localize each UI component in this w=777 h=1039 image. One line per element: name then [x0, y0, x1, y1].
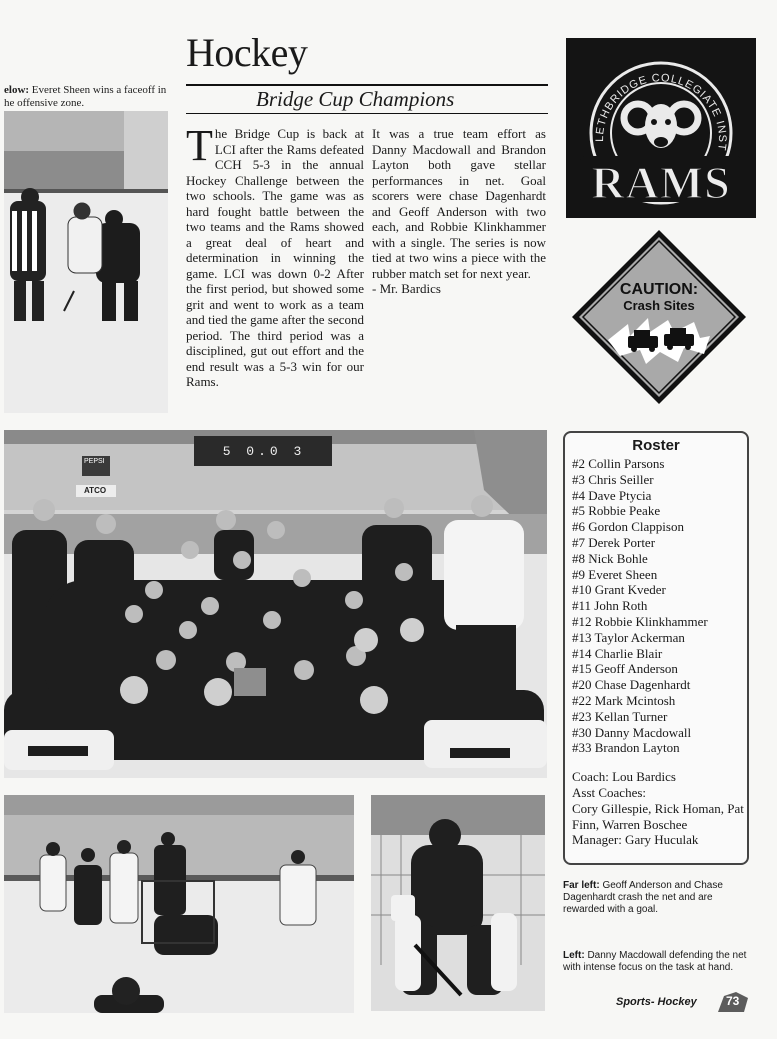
roster-item: #8 Nick Bohle [572, 550, 648, 566]
roster-panel [563, 431, 749, 865]
article-column-2 [372, 126, 546, 297]
roster-item: #20 Chase Dagenhardt [572, 677, 691, 693]
caution-line2: Crash Sites [623, 298, 695, 313]
asst-coaches-names: Cory Gillespie, Rick Homan, Pat Finn, Warren Boschee [572, 800, 744, 832]
page-number-badge [714, 990, 750, 1014]
rams-logo [566, 38, 756, 218]
roster-item: #6 Gordon Clappison [572, 519, 684, 535]
caution-line1: CAUTION: [619, 281, 699, 298]
roster-item: #3 Chris Seiller [572, 471, 654, 487]
roster-list [565, 456, 747, 756]
page-number: 73 [726, 994, 740, 1008]
subtitle-rule [186, 113, 548, 114]
roster-item: #33 Brandon Layton [572, 740, 680, 756]
article-column-1 [186, 121, 364, 390]
roster-item: #12 Robbie Klinkhammer [572, 613, 708, 629]
roster-item: #14 Charlie Blair [572, 645, 663, 661]
logo-word: RAMS [591, 157, 731, 208]
roster-item: #5 Robbie Peake [572, 503, 661, 519]
coaching-staff [565, 769, 747, 848]
left-caption-text: Danny Macdowall defending the net with intense focus on the task at hand. [563, 950, 747, 973]
caution-sign [570, 228, 748, 406]
scoreboard-display: 5 0.0 3 [222, 444, 306, 459]
far-left-caption [563, 880, 753, 916]
left-caption [563, 950, 753, 974]
roster-item: #11 John Roth [572, 598, 648, 614]
article-body-2: It was a true team effort as Danny Macdowall and Brandon Layton both gave stellar performances in net. Goal scorers were chase Dagenhardt and Geoff Anderson with two each, and Robbie Klinkhammer with a single. The series is now tied at two wins a piece with the rubber match set for next year. [372, 126, 546, 281]
asst-coaches-label: Asst Coaches: [572, 784, 647, 800]
roster-item: #22 Mark Mcintosh [572, 692, 676, 708]
pepsi-banner: PEPSI [84, 458, 105, 465]
team-photo [4, 430, 547, 778]
roster-item: #13 Taylor Ackerman [572, 629, 685, 645]
team-manager: Manager: Gary Huculak [572, 832, 699, 848]
page-title: Hockey [186, 30, 308, 75]
goal-celebration-photo [4, 795, 354, 1013]
head-coach: Coach: Lou Bardics [572, 769, 676, 785]
logo-arc-text: LETHBRIDGE COLLEGIATE INST [593, 72, 729, 152]
roster-item: #4 Dave Ptycia [572, 487, 652, 503]
far-left-caption-label: Far left: [563, 880, 600, 891]
section-footer: Sports- Hockey [616, 996, 697, 1008]
title-rule [186, 84, 548, 86]
left-caption-label: Left: [563, 950, 585, 961]
roster-title: Roster [632, 437, 680, 454]
roster-item: #10 Grant Kveder [572, 582, 666, 598]
faceoff-caption-text: Everet Sheen wins a faceoff in he offensive zone. [4, 84, 167, 109]
roster-item: #7 Derek Porter [572, 534, 656, 550]
atco-sign: ATCO [84, 486, 107, 495]
roster-item: #9 Everet Sheen [572, 566, 658, 582]
goalie-photo [371, 795, 545, 1011]
faceoff-caption-label: elow: [4, 84, 30, 96]
ram-head-icon [624, 104, 698, 148]
article-signature: - Mr. Bardics [372, 281, 441, 296]
article-body-1: he Bridge Cup is back at LCI after the Rams defeated CCH 5-3 in the annual Hockey Challenge between the two schools. The game was as hard fought battle between the two teams and the Rams showed a great deal of heart and determination in winning the game. LCI was down 0-2 After the first period, but showed some grit and went to work as a team and tied the game after the second period. The third period was a disciplined, gut out effort and the end result was a 5-3 win for our Rams. [186, 126, 364, 389]
drop-cap: T [186, 121, 213, 170]
roster-item: #30 Danny Macdowall [572, 724, 692, 740]
faceoff-caption [4, 71, 179, 110]
far-left-caption-text: Geoff Anderson and Chase Dagenhardt crash the net and are rewarded with a goal. [563, 880, 723, 915]
roster-item: #15 Geoff Anderson [572, 661, 678, 677]
roster-item: #23 Kellan Turner [572, 708, 668, 724]
page-subtitle: Bridge Cup Champions [256, 87, 455, 111]
faceoff-photo [4, 111, 168, 413]
roster-item: #2 Collin Parsons [572, 456, 665, 471]
